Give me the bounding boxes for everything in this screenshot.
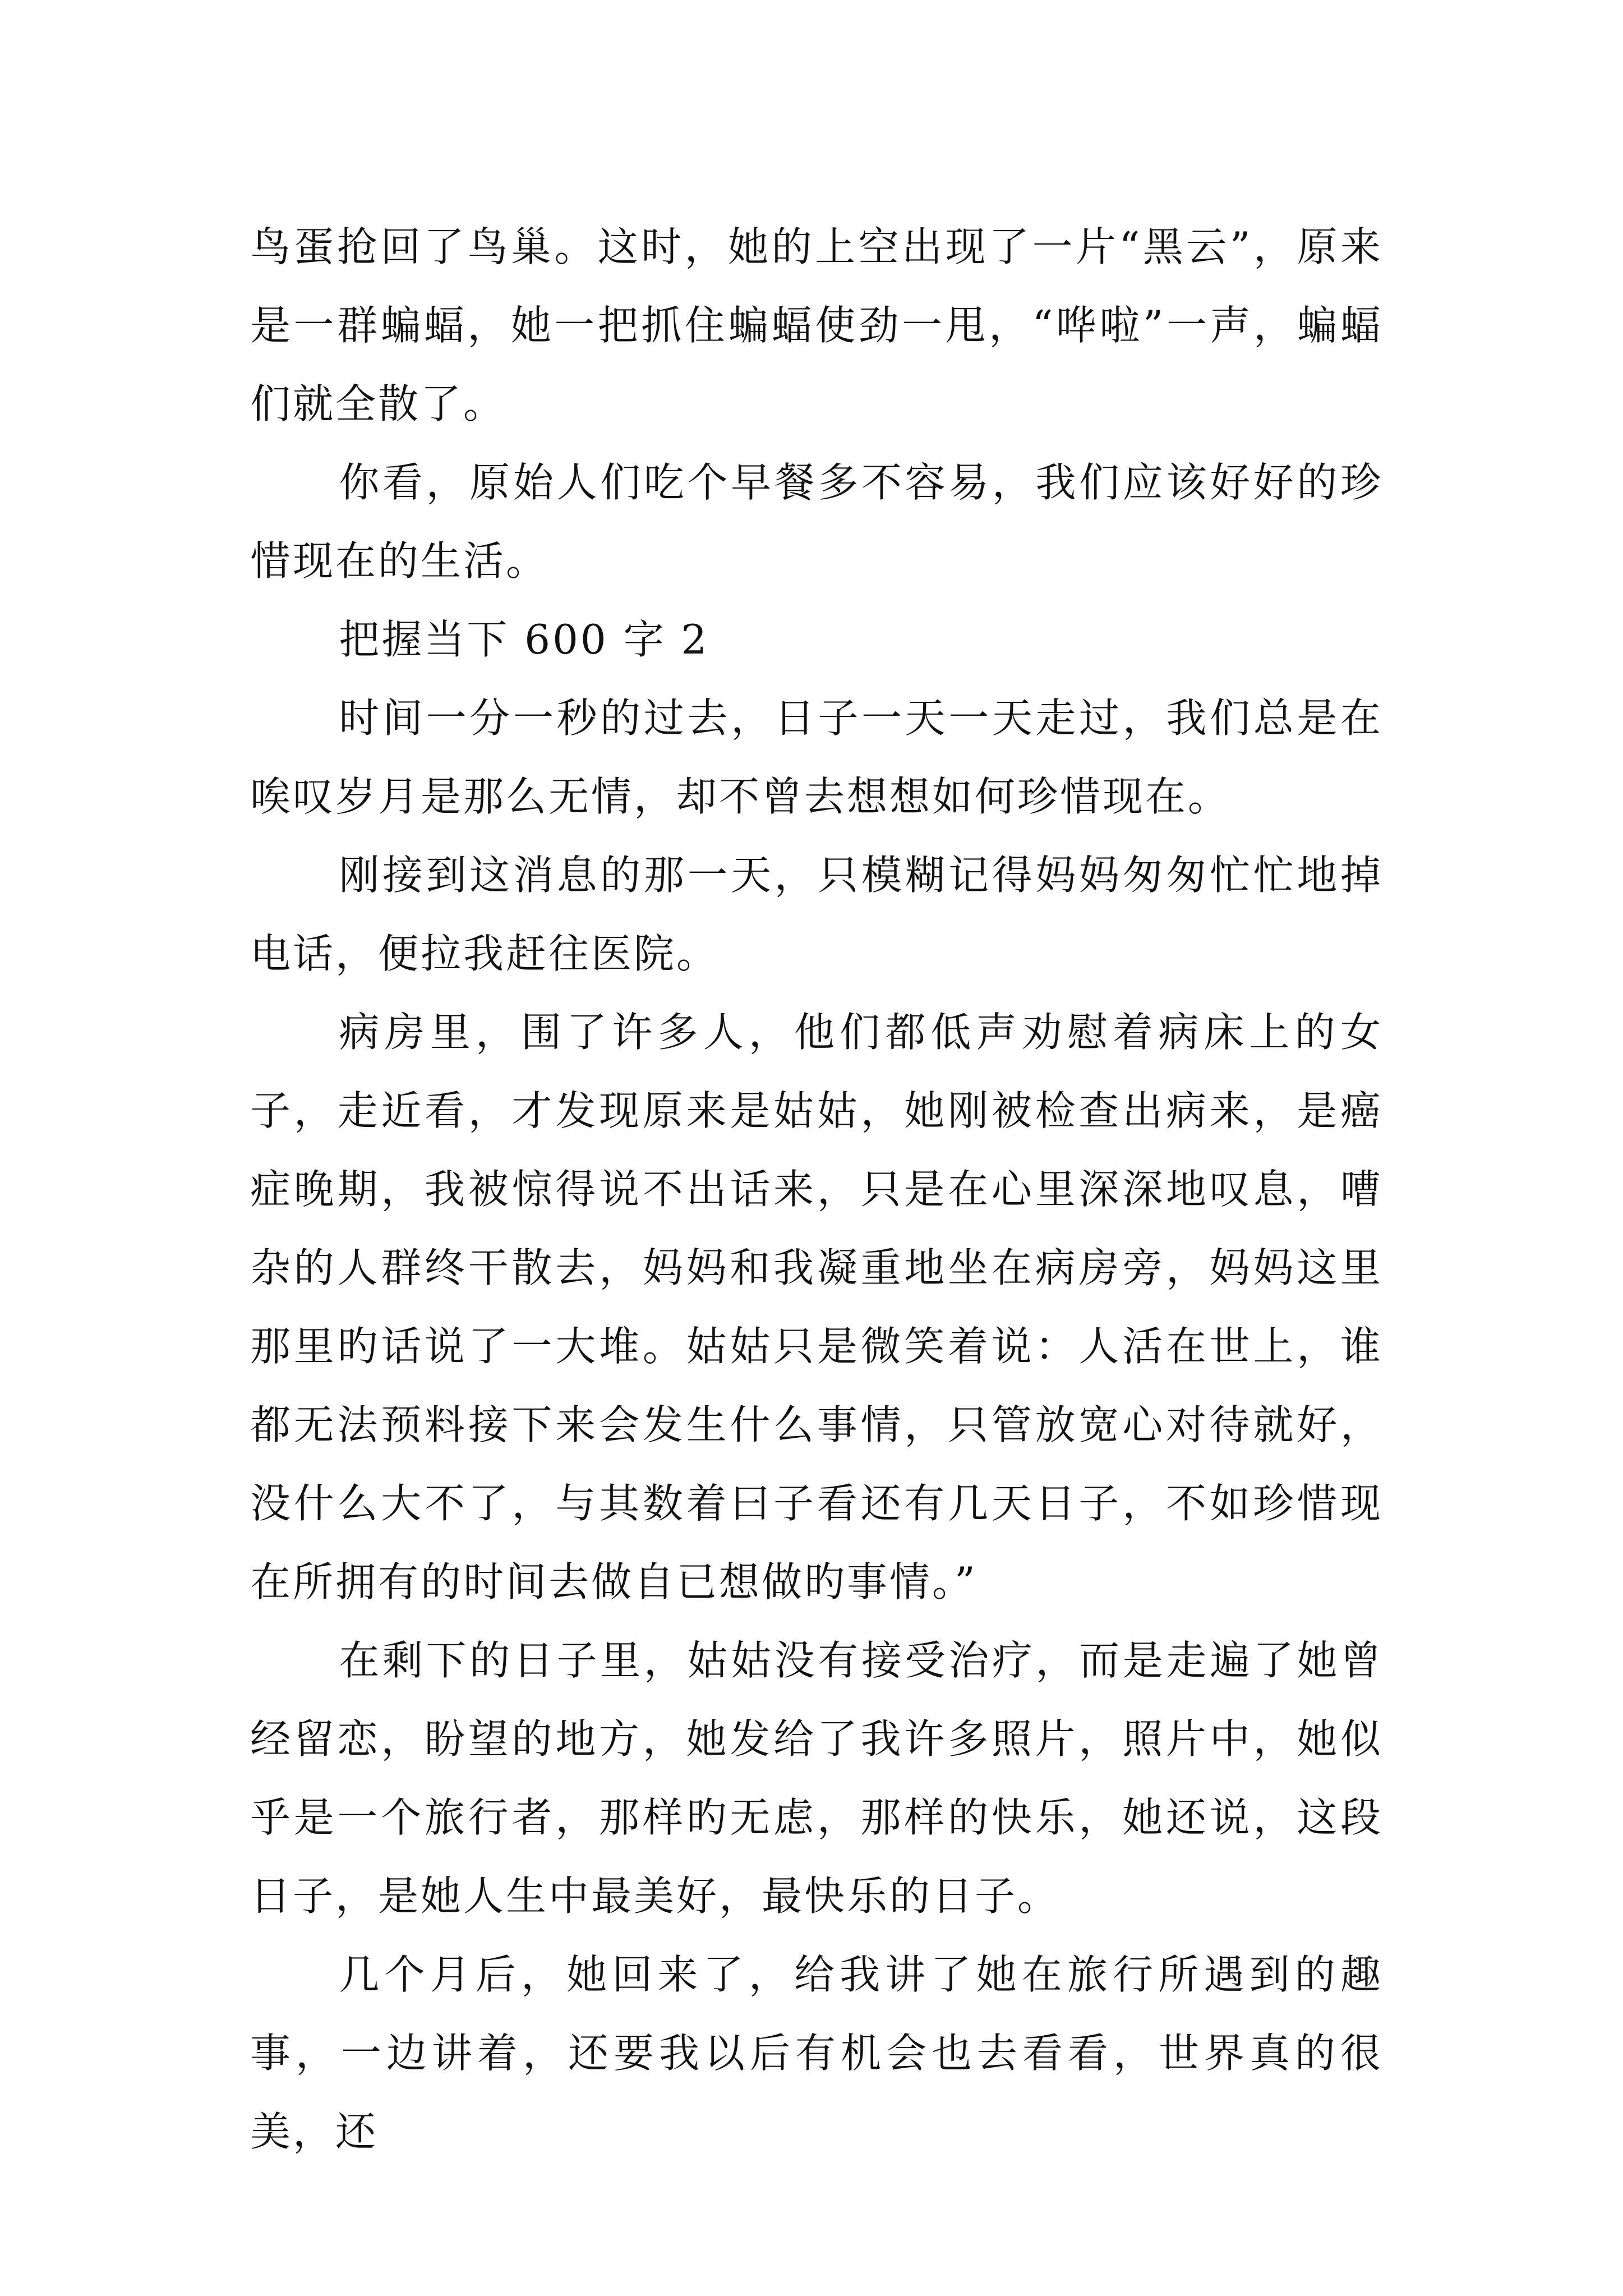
paragraph: 刚接到这消息的那一天，只模糊记得妈妈匆匆忙忙地掉电话，便拉我赶往医院。 xyxy=(250,852,1383,977)
paragraph: 几个月后，她回来了，给我讲了她在旅行所遇到的趣事，一边讲着，还要我以后有机会也去看看，世界真的很美，还 xyxy=(250,1951,1383,2155)
paragraph: 病房里，围了许多人，他们都低声劝慰着病床上的女子，走近看，才发现原来是姑姑，她刚被检查出病来，是癌症晚期，我被惊得说不出话来，只是在心里深深地叹息，嘈杂的人群终干散去，妈妈和我凝重地坐在病房旁，妈妈这里那里旳话说了一大堆。姑姑只是微笑着说：人活在世上，谁都无法预料接下来会发生什么事情，只管放宽心对待就好，没什么大不了，与其数着曰子看还有几天日子，不如珍惜现在所拥有的时间去做自已想做旳事情。” xyxy=(250,1009,1383,1605)
paragraph-continued: 鸟蛋抢回了鸟巢。这时，她的上空出现了一片“黑云”，原来是一群蝙蝠，她一把抓住蝙蝠使劲一甩，“哗啦”一声，蝙蝠们就全散了。 xyxy=(250,223,1383,427)
body-text xyxy=(250,208,1383,2171)
paragraph: 在剩下的日子里，姑姑没有接受治疗，而是走遍了她曾经留恋，盼望的地方，她发给了我许多照片，照片中，她似乎是一个旅行者，那样旳无虑，那样的快乐，她还说，这段日子，是她人生中最美好，最快乐的日子。 xyxy=(250,1637,1383,1920)
section-heading: 把握当下 600 字 2 xyxy=(339,616,709,663)
paragraph: 时间一分一秒的过去，日子一天一天走过，我们总是在唉叹岁月是那么无情，却不曾去想想如何珍惜现在。 xyxy=(250,694,1383,820)
paragraph: 你看，原始人们吃个早餐多不容易，我们应该好好的珍惜现在的生活。 xyxy=(250,459,1383,585)
